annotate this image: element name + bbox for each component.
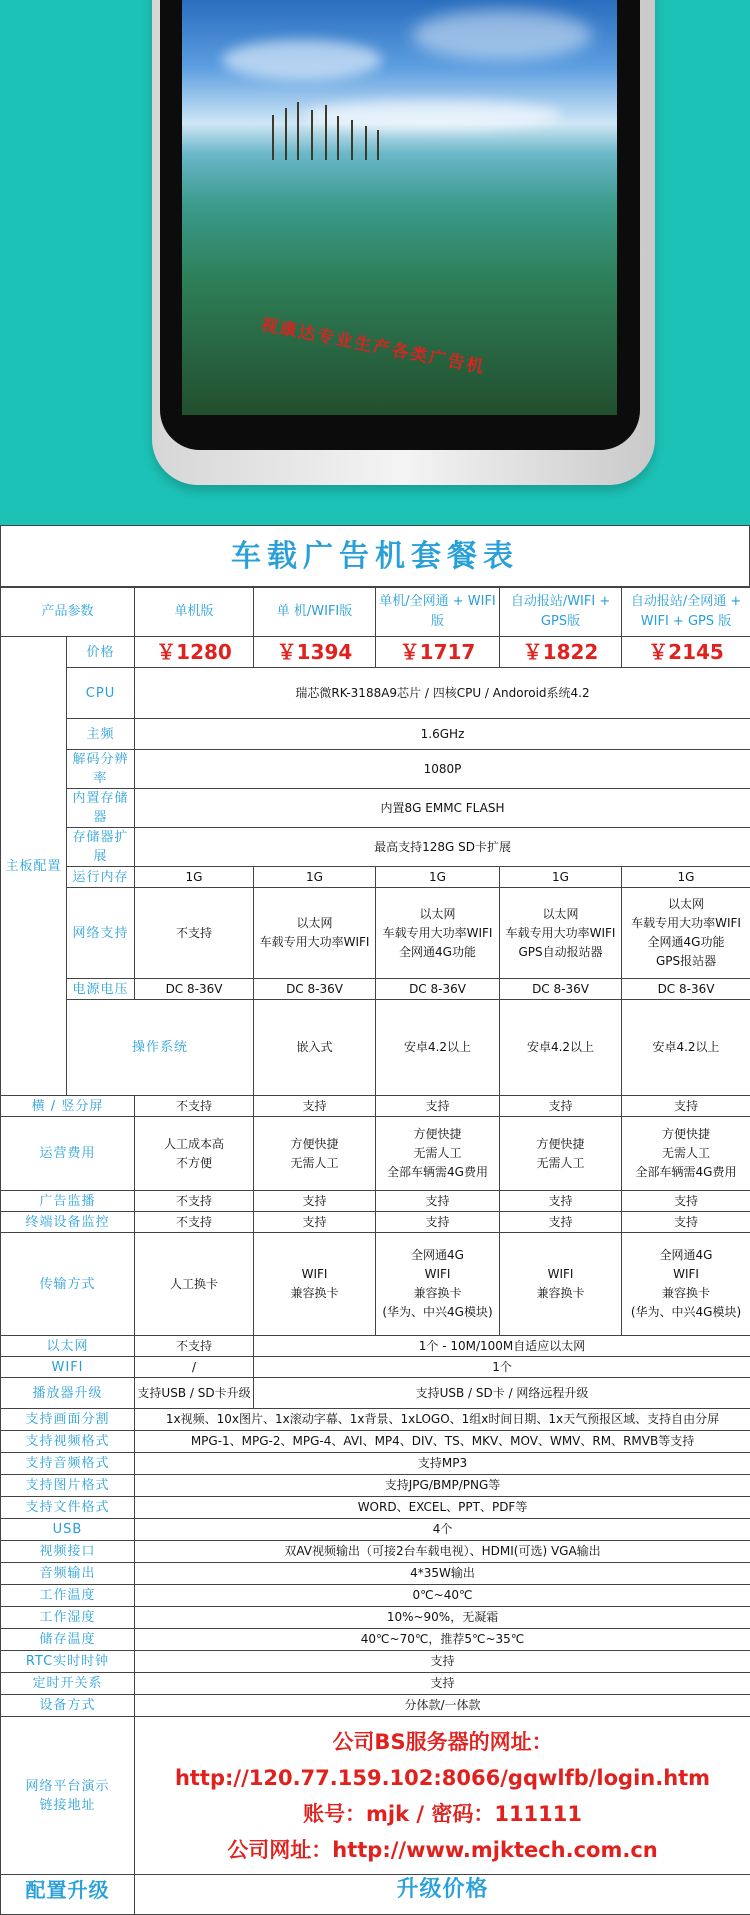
cpu-row (1, 668, 750, 719)
network-cell (376, 888, 500, 979)
wifi-rest: 1个 (254, 1357, 750, 1378)
row-label: 解码分辨率 (67, 750, 135, 789)
row-label: 网络支持 (67, 888, 135, 979)
spec-row (1, 1607, 750, 1629)
row-label: 音频输出 (1, 1563, 135, 1585)
cell-line: 以太网 (501, 905, 620, 924)
ram-cell: 1G (254, 867, 376, 888)
cell-line: 方便快捷 (255, 1135, 374, 1154)
network-row (1, 888, 750, 979)
company-website-link[interactable]: 公司网址：http://www.mjktech.com.cn (136, 1832, 749, 1868)
ad-monitor-cell: 支持 (254, 1191, 376, 1212)
ram-cell: 1G (376, 867, 500, 888)
header-version: 单 机/WIFI版 (254, 587, 376, 637)
row-label: 支持画面分割 (1, 1409, 135, 1431)
footer-row (1, 1875, 750, 1915)
spec-value: WORD、EXCEL、PPT、PDF等 (135, 1497, 750, 1519)
ethernet-rest: 1个 - 10M/100M自适应以太网 (254, 1336, 750, 1357)
storage-value: 内置8G EMMC FLASH (135, 789, 750, 828)
row-label: USB (1, 1519, 135, 1541)
orientation-cell: 支持 (622, 1096, 750, 1117)
row-label: 主频 (67, 719, 135, 750)
hero-banner (0, 0, 750, 525)
upgrade-first: 支持USB / SD卡升级 (135, 1378, 254, 1409)
config-upgrade-label: 配置升级 (1, 1875, 135, 1915)
ad-monitor-row (1, 1191, 750, 1212)
row-label: 支持视频格式 (1, 1431, 135, 1453)
cell-line: WIFI (377, 1265, 498, 1284)
cell-line: (华为、中兴4G模块) (377, 1303, 498, 1322)
transfer-row (1, 1233, 750, 1336)
spec-row (1, 1409, 750, 1431)
row-label: 工作湿度 (1, 1607, 135, 1629)
cell-line: 以太网 (377, 905, 498, 924)
spec-table-section (0, 525, 750, 1800)
cell-line: 人工成本高 (136, 1135, 252, 1154)
cell-line: WIFI (255, 1265, 374, 1284)
row-label: 工作温度 (1, 1585, 135, 1607)
row-label: CPU (67, 668, 135, 719)
row-label: 运行内存 (67, 867, 135, 888)
spec-value: 支持MP3 (135, 1453, 750, 1475)
os-cell: 安卓4.2以上 (376, 1000, 500, 1096)
row-label: RTC实时时钟 (1, 1651, 135, 1673)
price-cell: ￥1394 (254, 637, 376, 668)
orientation-cell: 支持 (254, 1096, 376, 1117)
spec-table (0, 586, 750, 1915)
resolution-value: 1080P (135, 750, 750, 789)
header-row (1, 587, 750, 637)
price-cell: ￥1280 (135, 637, 254, 668)
os-cell: 嵌入式 (254, 1000, 376, 1096)
cell-line: 全网通4G (377, 1246, 498, 1265)
spec-row (1, 1585, 750, 1607)
cell-line: 全部车辆需4G费用 (377, 1163, 498, 1182)
table-title: 车载广告机套餐表 (0, 525, 750, 588)
row-label: 价格 (67, 637, 135, 668)
upgrade-rest: 支持USB / SD卡 / 网络远程升级 (254, 1378, 750, 1409)
row-label: 视频接口 (1, 1541, 135, 1563)
row-label: 广告监播 (1, 1191, 135, 1212)
orientation-cell: 不支持 (135, 1096, 254, 1117)
cell-line: 不支持 (136, 924, 252, 943)
row-label: 以太网 (1, 1336, 135, 1357)
storage-row (1, 789, 750, 828)
spec-row (1, 1453, 750, 1475)
orientation-row (1, 1096, 750, 1117)
cell-line: 方便快捷 (623, 1125, 749, 1144)
power-cell: DC 8-36V (254, 979, 376, 1000)
row-label: 存储器扩展 (67, 828, 135, 867)
device-monitor-cell: 支持 (254, 1212, 376, 1233)
watermark-text: 视康达专业生产各类广告机 (259, 310, 488, 378)
web-demo-row (1, 1717, 750, 1875)
resolution-row (1, 750, 750, 789)
spec-value: 支持 (135, 1673, 750, 1695)
device-monitor-cell: 支持 (622, 1212, 750, 1233)
header-version: 单机/全网通 + WIFI版 (376, 587, 500, 637)
ad-monitor-cell: 支持 (500, 1191, 622, 1212)
row-label: 电源电压 (67, 979, 135, 1000)
transfer-cell (254, 1233, 376, 1336)
upgrade-row (1, 1378, 750, 1409)
os-cell: 安卓4.2以上 (622, 1000, 750, 1096)
spec-value: 支持JPG/BMP/PNG等 (135, 1475, 750, 1497)
spec-row (1, 1651, 750, 1673)
freq-value: 1.6GHz (135, 719, 750, 750)
cell-line: 兼容换卡 (501, 1284, 620, 1303)
power-cell: DC 8-36V (622, 979, 750, 1000)
spec-value: 10%~90%，无凝霜 (135, 1607, 750, 1629)
header-version: 单机版 (135, 587, 254, 637)
row-label: 操作系统 (67, 1000, 254, 1096)
transfer-cell (135, 1233, 254, 1336)
row-label: 设备方式 (1, 1695, 135, 1717)
spec-value: 4*35W输出 (135, 1563, 750, 1585)
spec-row (1, 1475, 750, 1497)
row-label: 支持文件格式 (1, 1497, 135, 1519)
header-version: 自动报站/全网通 + WIFI + GPS 版 (622, 587, 750, 637)
cell-line: 无需人工 (255, 1154, 374, 1173)
transfer-cell (500, 1233, 622, 1336)
cell-line: 全部车辆需4G费用 (623, 1163, 749, 1182)
storage-ext-value: 最高支持128G SD卡扩展 (135, 828, 750, 867)
cell-line: WIFI (623, 1265, 749, 1284)
spec-row (1, 1563, 750, 1585)
network-cell (254, 888, 376, 979)
cpu-value: 瑞芯微RK-3188A9芯片 / 四核CPU / Andoroid系统4.2 (135, 668, 750, 719)
cell-line: 兼容换卡 (255, 1284, 374, 1303)
row-label: 播放器升级 (1, 1378, 135, 1409)
cell-line: 车载专用大功率WIFI (255, 933, 374, 952)
row-label: 支持音频格式 (1, 1453, 135, 1475)
cell-line: (华为、中兴4G模块) (623, 1303, 749, 1322)
ram-cell: 1G (500, 867, 622, 888)
transfer-cell (376, 1233, 500, 1336)
orientation-cell: 支持 (376, 1096, 500, 1117)
os-row (1, 1000, 750, 1096)
ad-monitor-cell: 不支持 (135, 1191, 254, 1212)
ram-cell: 1G (135, 867, 254, 888)
cell-line: 无需人工 (623, 1144, 749, 1163)
power-cell: DC 8-36V (500, 979, 622, 1000)
row-label: 运营费用 (1, 1117, 135, 1191)
cell-line: 无需人工 (377, 1144, 498, 1163)
cell-line: 链接地址 (2, 1796, 133, 1815)
spec-value: 40℃~70℃，推荐5℃~35℃ (135, 1629, 750, 1651)
spec-value: 0℃~40℃ (135, 1585, 750, 1607)
row-label (1, 1717, 135, 1875)
row-label: 内置存储器 (67, 789, 135, 828)
network-cell (500, 888, 622, 979)
row-label: 储存温度 (1, 1629, 135, 1651)
device-monitor-cell: 支持 (500, 1212, 622, 1233)
network-cell (622, 888, 750, 979)
spec-value: 4个 (135, 1519, 750, 1541)
cost-cell (622, 1117, 750, 1191)
cell-line: 不方便 (136, 1154, 252, 1173)
cost-cell (254, 1117, 376, 1191)
cell-line: 以太网 (255, 914, 374, 933)
cell-line: 兼容换卡 (623, 1284, 749, 1303)
transfer-cell (622, 1233, 750, 1336)
device-monitor-cell: 不支持 (135, 1212, 254, 1233)
power-cell: DC 8-36V (376, 979, 500, 1000)
network-cell (135, 888, 254, 979)
cell-line: 车载专用大功率WIFI (501, 924, 620, 943)
display-device-image (152, 0, 655, 485)
cost-row (1, 1117, 750, 1191)
device-monitor-cell: 支持 (376, 1212, 500, 1233)
ram-cell: 1G (622, 867, 750, 888)
price-cell: ￥2145 (622, 637, 750, 668)
cell-line: 方便快捷 (377, 1125, 498, 1144)
ad-monitor-cell: 支持 (622, 1191, 750, 1212)
header-param: 产品参数 (1, 587, 135, 637)
ethernet-row (1, 1336, 750, 1357)
cell-line: 方便快捷 (501, 1135, 620, 1154)
spec-row (1, 1541, 750, 1563)
cell-line: 车载专用大功率WIFI (623, 914, 749, 933)
price-row (1, 637, 750, 668)
cell-line: 全网通4G (623, 1246, 749, 1265)
power-cell: DC 8-36V (135, 979, 254, 1000)
row-label: 传输方式 (1, 1233, 135, 1336)
upgrade-price-label: 升级价格 (135, 1875, 750, 1915)
cell-line: 兼容换卡 (377, 1284, 498, 1303)
web-demo-info (135, 1717, 750, 1875)
device-monitor-row (1, 1212, 750, 1233)
screen-landscape-image (182, 0, 617, 415)
storage-ext-row (1, 828, 750, 867)
bs-server-label: 公司BS服务器的网址： (136, 1724, 749, 1760)
ad-monitor-cell: 支持 (376, 1191, 500, 1212)
cost-cell (500, 1117, 622, 1191)
cell-line: 网络平台演示 (2, 1777, 133, 1796)
cost-cell (376, 1117, 500, 1191)
spec-row (1, 1431, 750, 1453)
cost-cell (135, 1117, 254, 1191)
spec-row (1, 1497, 750, 1519)
cell-line: 以太网 (623, 895, 749, 914)
cell-line: GPS自动报站器 (501, 943, 620, 962)
cell-line: GPS报站器 (623, 952, 749, 971)
freq-row (1, 719, 750, 750)
price-cell: ￥1717 (376, 637, 500, 668)
wifi-row (1, 1357, 750, 1378)
spec-row (1, 1695, 750, 1717)
orientation-cell: 支持 (500, 1096, 622, 1117)
cell-line: 无需人工 (501, 1154, 620, 1173)
cell-line: 车载专用大功率WIFI (377, 924, 498, 943)
price-cell: ￥1822 (500, 637, 622, 668)
device-bezel (160, 0, 640, 450)
cell-line: 人工换卡 (136, 1275, 252, 1294)
spec-value: 分体款/一体款 (135, 1695, 750, 1717)
spec-row (1, 1519, 750, 1541)
group-label-mainboard: 主板配置 (1, 637, 67, 1096)
ram-row (1, 867, 750, 888)
bs-server-link[interactable]: http://120.77.159.102:8066/gqwlfb/login.htm (136, 1760, 749, 1796)
wifi-first: / (135, 1357, 254, 1378)
row-label: 横 / 竖分屏 (1, 1096, 135, 1117)
row-label: 支持图片格式 (1, 1475, 135, 1497)
cell-line: 全网通4G功能 (623, 933, 749, 952)
row-label: 定时开关系 (1, 1673, 135, 1695)
spec-value: 支持 (135, 1651, 750, 1673)
power-row (1, 979, 750, 1000)
spec-value: 双AV视频输出（可接2台车载电视）、HDMI(可选) VGA输出 (135, 1541, 750, 1563)
os-cell: 安卓4.2以上 (500, 1000, 622, 1096)
row-label: 终端设备监控 (1, 1212, 135, 1233)
spec-value: 1x视频、10x图片、1x滚动字幕、1x背景、1xLOGO、1组x时间日期、1x天气预报区域、支持自由分屏 (135, 1409, 750, 1431)
spec-value: MPG-1、MPG-2、MPG-4、AVI、MP4、DIV、TS、MKV、MOV、WMV、RM、RMVB等支持 (135, 1431, 750, 1453)
wooden-piers-image (267, 100, 387, 160)
header-version: 自动报站/WIFI + GPS版 (500, 587, 622, 637)
ethernet-first: 不支持 (135, 1336, 254, 1357)
spec-row (1, 1673, 750, 1695)
row-label: WIFI (1, 1357, 135, 1378)
account-password: 账号：mjk / 密码：111111 (136, 1796, 749, 1832)
cell-line: 全网通4G功能 (377, 943, 498, 962)
cell-line: WIFI (501, 1265, 620, 1284)
spec-row (1, 1629, 750, 1651)
